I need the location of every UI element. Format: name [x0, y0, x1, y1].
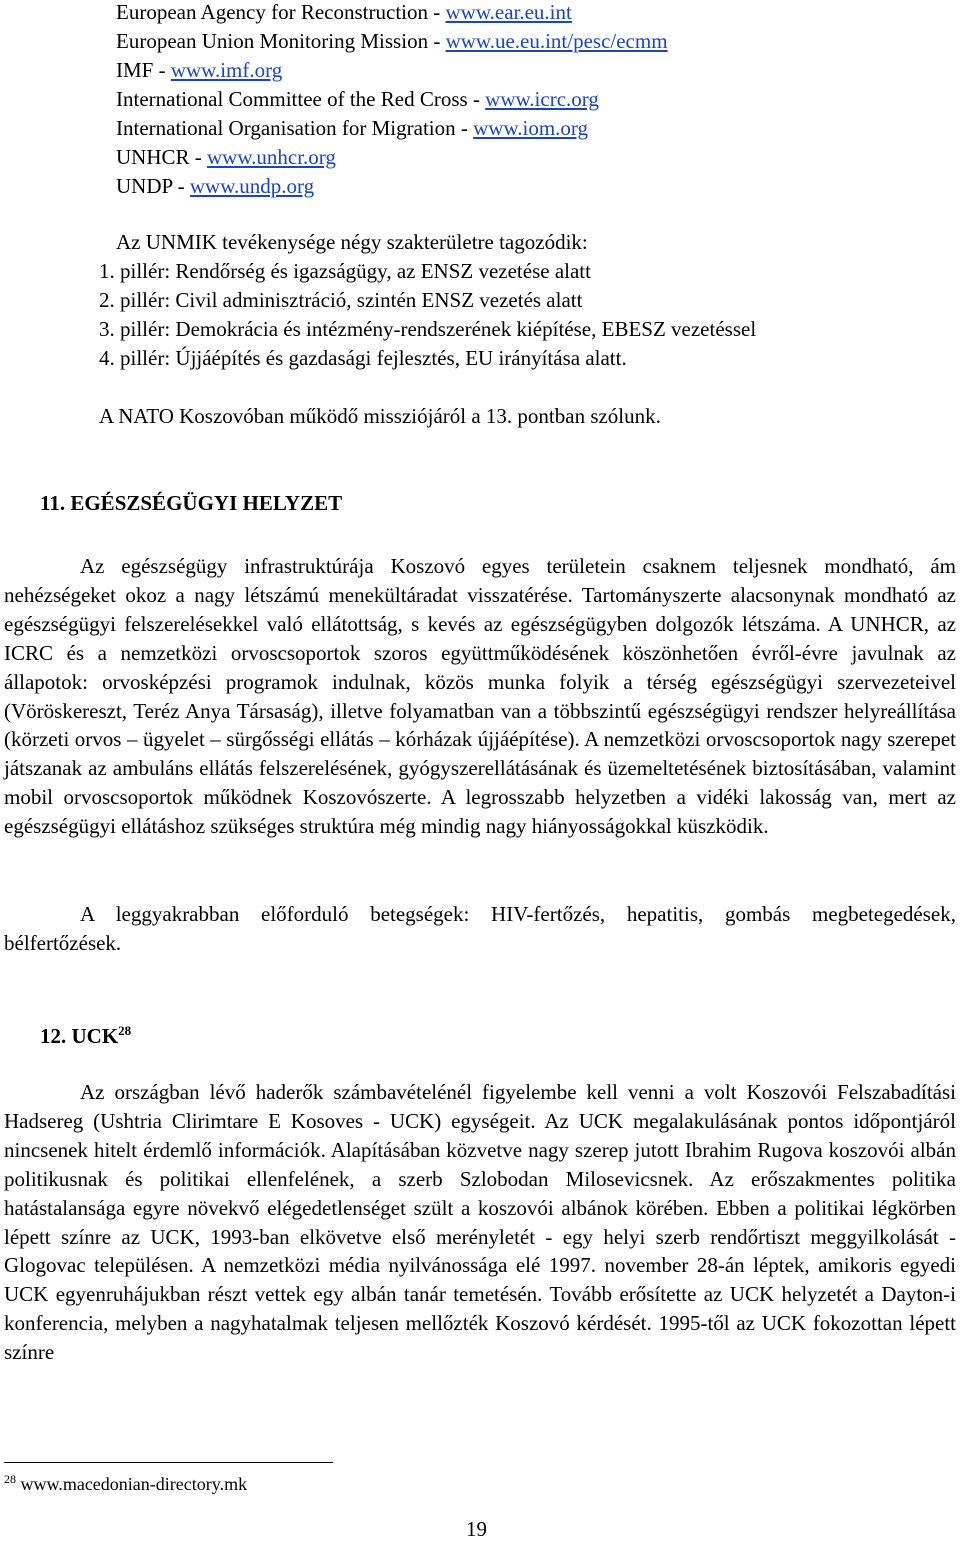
pillar-item: 1. pillér: Rendőrség és igazságügy, az ENSZ vezetése alatt [99, 259, 591, 283]
nato-note: A NATO Koszovóban működő missziójáról a 13. pontban szólunk. [99, 404, 661, 428]
footnote [4, 1474, 247, 1495]
section-12-title: UCK [71, 1024, 119, 1048]
section-11-title: EGÉSZSÉGÜGYI HELYZET [70, 491, 343, 515]
section-12-paragraph-1: Az országban lévő haderők számbavételénél figyelembe kell venni a volt Koszovói Felszabadítási Hadsereg (Ushtria Clirimtare E Kosoves - UCK) egységeit. Az UCK megalakulásának pontos időpontjáról nincsenek hitelt érdemlő információk. Alapításában közvetve nagy szerep jutott Ibrahim Rugova koszovói albán politikusnak és politikai ellenfelének, a szerb Szlobodan Milosevicsnek. Az erőszakmentes politika hatástalansága egyre növekvő elégedetlenséget szült a koszovói albánok körében. Ebben a politikai légkörben lépett színre az UCK, 1993-ban elkövetve első merényletét - egy helyi szerb rendőrtiszt meggyilkolását - Glogovac településen. A nemzetközi média nyilvánossága elé 1997. november 28-án léptek, amikoris egyedi UCK egyenruhájukban részt vettek egy albán tanár temetésén. Tovább erősítette az UCK helyzetét a Dayton-i konferencia, melyben a nagyhatalmak teljesen mellőzték Koszovó kérdését. 1995-től az UCK fokozottan lépett színre [4, 1080, 956, 1365]
section-12-number: 12. [40, 1024, 67, 1048]
page-number: 19 [466, 1517, 487, 1541]
section-11-paragraph-2: A leggyakrabban előforduló betegségek: HIV-fertőzés, hepatitis, gombás megbetegedések, bélfertőzések. [4, 902, 956, 955]
section-12-heading [40, 1024, 131, 1049]
org-line-ear: European Agency for Reconstruction - www.ear.eu.int [116, 0, 572, 24]
link-iom[interactable]: www.iom.org [473, 116, 589, 140]
unmik-intro: Az UNMIK tevékenysége négy szakterületre tagozódik: [116, 230, 588, 254]
org-line-imf: IMF - www.imf.org [116, 58, 283, 82]
link-undp[interactable]: www.undp.org [189, 174, 315, 198]
link-icrc[interactable]: www.icrc.org [485, 87, 599, 111]
section-11-number: 11. [40, 491, 66, 515]
section-11-paragraph-1: Az egészségügy infrastruktúrája Koszovó egyes területein csaknem teljesnek mondható, ám nehézségeket okoz a nagy létszámú menekültáradat visszatérése. Tartományszerte alacsonynak mondható az egészségügyi felszerelésekkel való ellátottság, s kevés az egészségügyben dolgozók létszáma. A UNHCR, az ICRC és a nemzetközi orvoscsoportok szoros együttműködésének köszönhetően évről-évre javulnak az állapotok: orvosképzési programok indulnak, közös munka folyik a térség egészségügyi szervezeteivel (Vöröskereszt, Teréz Anya Társaság), illetve folyamatban van a többszintű egészségügyi rendszer helyreállítása (körzeti orvos – ügyelet – sürgősségi ellátás – kórházak újjáépítése). A nemzetközi orvoscsoportok nagy szerepet játszanak az ambuláns ellátás felszerelésének, gyógyszerellátásának és üzemeltetésének biztosításában, valamint mobil orvoscsoportok működnek Koszovószerte. A legrosszabb helyzetben a vidéki lakosság van, mert az egészségügyi ellátáshoz szükséges struktúra még mindig nagy hiányosságokkal küszködik. [4, 554, 956, 839]
org-line-iom: International Organisation for Migration - www.iom.org [116, 116, 589, 140]
link-eumm[interactable]: www.ue.eu.int/pesc/ecmm [445, 29, 668, 53]
section-11-heading [40, 491, 342, 516]
org-line-icrc: International Committee of the Red Cross - www.icrc.org [116, 87, 599, 111]
pillar-item: 2. pillér: Civil adminisztráció, szintén ENSZ vezetés alatt [99, 288, 583, 312]
pillar-item: 3. pillér: Demokrácia és intézmény-rendszerének kiépítése, EBESZ vezetéssel [99, 317, 757, 341]
pillar-item: 4. pillér: Újjáépítés és gazdasági fejlesztés, EU irányítása alatt. [99, 346, 627, 370]
link-imf[interactable]: www.imf.org [170, 58, 283, 82]
footnote-number: 28 [4, 1472, 16, 1486]
footnote-text: www.macedonian-directory.mk [16, 1474, 248, 1494]
org-line-unhcr: UNHCR - www.unhcr.org [116, 145, 336, 169]
link-unhcr[interactable]: www.unhcr.org [207, 145, 336, 169]
org-line-eumm: European Union Monitoring Mission - www.ue.eu.int/pesc/ecmm [116, 29, 668, 53]
footnote-reference: 28 [118, 1023, 132, 1038]
org-line-undp: UNDP - www.undp.org [116, 174, 315, 198]
footnote-divider [4, 1462, 333, 1463]
link-ear[interactable]: www.ear.eu.int [445, 0, 572, 24]
